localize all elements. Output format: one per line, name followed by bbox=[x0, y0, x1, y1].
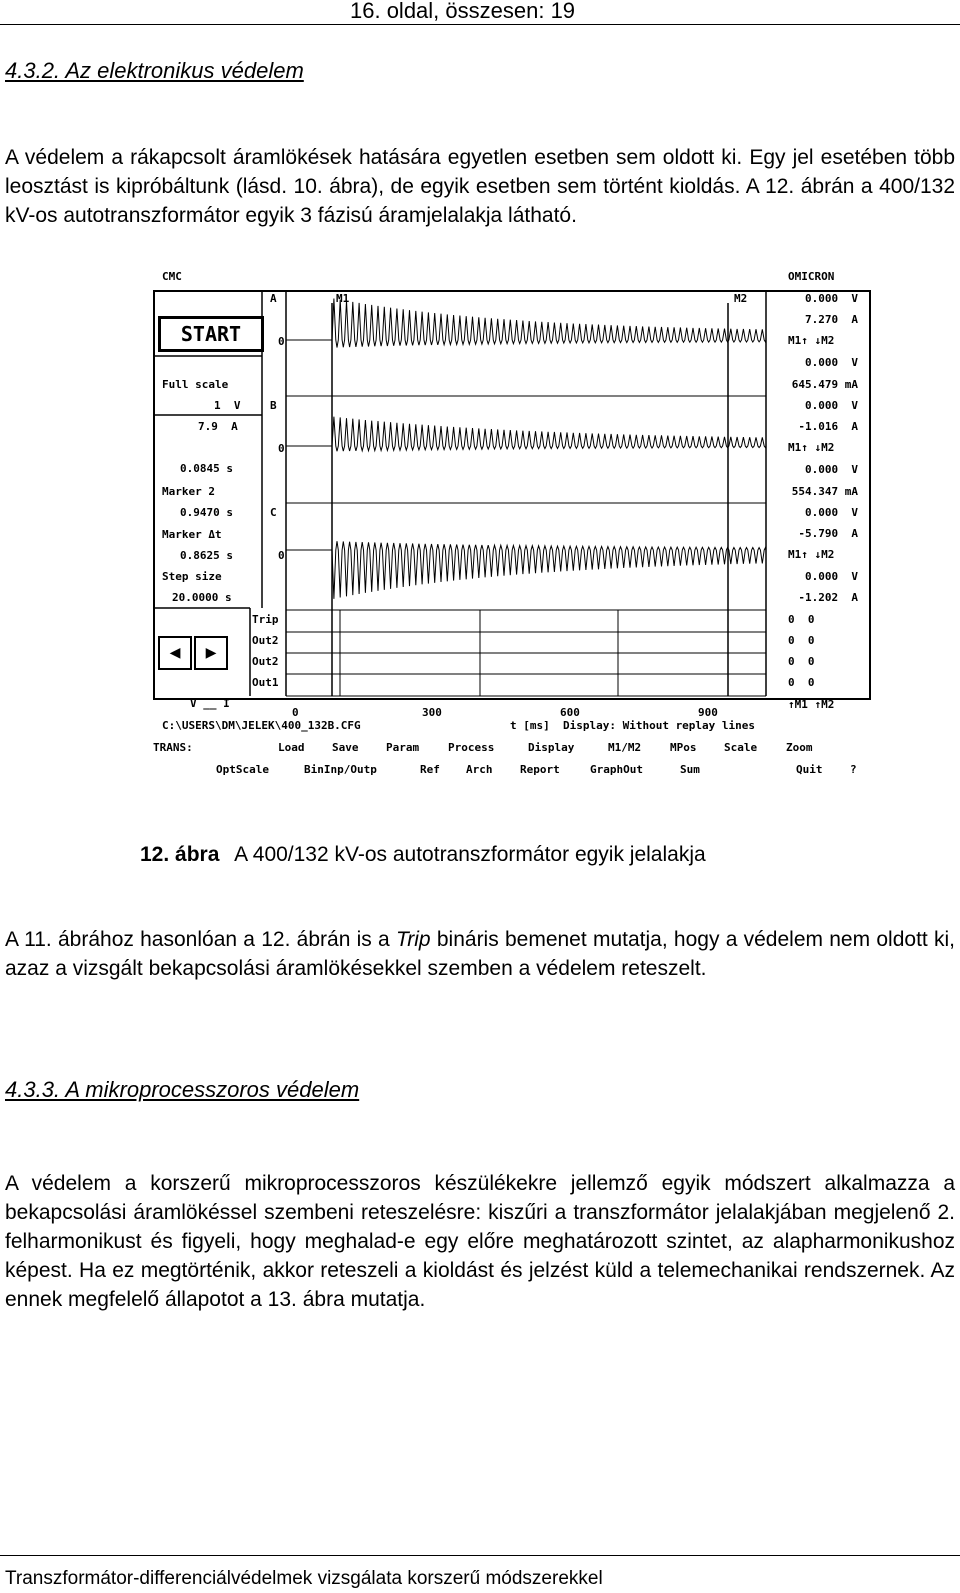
binary-out2-label: Out2 bbox=[252, 634, 279, 647]
paragraph-trip-emphasis: Trip bbox=[396, 928, 431, 951]
right-c-a2: -1.202 A bbox=[798, 591, 858, 604]
left-panel-marker1-time: 0.0845 s bbox=[180, 462, 233, 475]
page-footer: Transzformátor-differenciálvédelmek vizsgálata korszerű módszerekkel bbox=[5, 1568, 603, 1589]
waveform-a bbox=[286, 299, 766, 348]
waveform-plot bbox=[150, 268, 880, 708]
right-out2b-vals: 0 0 bbox=[788, 655, 815, 668]
binary-out2b-label: Out2 bbox=[252, 655, 279, 668]
x-tick-300: 300 bbox=[422, 706, 442, 719]
caption-text: A 400/132 kV-os autotranszformátor egyik jelalakja bbox=[234, 843, 706, 866]
left-panel-marker-delta-time: 0.8625 s bbox=[180, 549, 233, 562]
x-tick-0: 0 bbox=[292, 706, 299, 719]
header-rule bbox=[0, 24, 960, 25]
right-a-v2: 0.000 V bbox=[805, 356, 858, 369]
section-heading-electronic: 4.3.2. Az elektronikus védelem bbox=[5, 58, 304, 83]
vi-label: V __ I bbox=[190, 697, 230, 710]
channel-b-label: B bbox=[270, 399, 277, 412]
paragraph-trip-part1: A 11. ábrához hasonlóan a 12. ábrán is a bbox=[5, 928, 396, 951]
binary-trip-label: Trip bbox=[252, 613, 279, 626]
right-c-a1: -5.790 A bbox=[798, 527, 858, 540]
paragraph-trip-part2: bináris bemenet mutatja, hogy a védelem nem oldott ki, azaz a vizsgált bekapcsolási áramlökésekkel szemben a védelem reteszelt. bbox=[5, 928, 955, 980]
menu-bininp[interactable]: BinInp/Outp bbox=[304, 763, 377, 776]
menu-ref[interactable]: Ref bbox=[420, 763, 440, 776]
menu-save[interactable]: Save bbox=[332, 741, 359, 754]
right-b-v1: 0.000 V bbox=[805, 399, 858, 412]
menu-load[interactable]: Load bbox=[278, 741, 305, 754]
right-out1-vals: 0 0 bbox=[788, 676, 815, 689]
right-a-v1: 0.000 V bbox=[805, 292, 858, 305]
figure-12-screenshot bbox=[150, 268, 880, 788]
right-b-ma: 554.347 mA bbox=[791, 485, 858, 498]
footer-rule bbox=[0, 1555, 960, 1556]
menu-report[interactable]: Report bbox=[520, 763, 560, 776]
left-panel-volt-scale: 1 V bbox=[214, 399, 241, 412]
channel-c-label: C bbox=[270, 506, 277, 519]
arrow-left-icon: ◀ bbox=[169, 642, 181, 663]
menu-zoom[interactable]: Zoom bbox=[786, 741, 813, 754]
left-panel-marker2-label: Marker 2 bbox=[162, 485, 215, 498]
left-panel-marker-delta-label: Marker Δt bbox=[162, 528, 222, 541]
start-button[interactable]: START bbox=[158, 316, 264, 352]
paragraph-microprocessor: A védelem a korszerű mikroprocesszoros készülékekre jellemző egyik módszert alkalmazza a bekapcsolási áramlökéssel szembeni reteszelésre: kiszűri a transzformátor jelalakjában megjelenő 2. felharmonikust és figyeli, hogy meghalad-e egy előre meghatározott szintet, az alapharmonikushoz képest. Ha ez megtörténik, akkor reteszeli a kioldást és jelzést küld a telemechanikai rendszernek. Az ennek megfelelő állapotot a 13. ábra mutatja. bbox=[5, 1172, 955, 1311]
right-a-ma: 645.479 mA bbox=[791, 378, 858, 391]
x-tick-600: 600 bbox=[560, 706, 580, 719]
title-omicron: OMICRON bbox=[788, 270, 835, 283]
title-cmc: CMC bbox=[162, 270, 182, 283]
waveform-b bbox=[286, 417, 766, 452]
menu-m1m2[interactable]: M1/M2 bbox=[608, 741, 642, 754]
right-b-arrows: M1↑ ↓M2 bbox=[788, 441, 835, 454]
menu-display[interactable]: Display bbox=[528, 741, 575, 754]
menu-arch[interactable]: Arch bbox=[466, 763, 493, 776]
marker-arrows-bottom: ↑M1 ↑M2 bbox=[788, 698, 835, 711]
marker-m1-label: M1 bbox=[336, 292, 350, 305]
right-c-arrows: M1↑ ↓M2 bbox=[788, 548, 835, 561]
section-heading-microprocessor: 4.3.3. A mikroprocesszoros védelem bbox=[5, 1077, 360, 1102]
figure-caption bbox=[140, 843, 706, 867]
marker-m2-label: M2 bbox=[734, 292, 748, 305]
paragraph-trip bbox=[5, 925, 955, 983]
file-path: C:\USERS\DM\JELEK\400_132B.CFG bbox=[162, 719, 361, 732]
x-tick-900: 900 bbox=[698, 706, 718, 719]
right-out2-vals: 0 0 bbox=[788, 634, 815, 647]
menu-quit[interactable]: Quit bbox=[796, 763, 823, 776]
menu-help[interactable]: ? bbox=[850, 763, 857, 776]
menu-trans-label: TRANS: bbox=[153, 741, 193, 754]
menu-sum[interactable]: Sum bbox=[680, 763, 700, 776]
menu-param[interactable]: Param bbox=[386, 741, 420, 754]
right-b-a1: -1.016 A bbox=[798, 420, 858, 433]
paragraph-electronic: A védelem a rákapcsolt áramlökések hatására egyetlen esetben sem oldott ki. Egy jel esetében több leosztást is kipróbáltunk (lásd. 10. ábra), de egyik esetben sem történt kioldás. A 12. ábrán a 400/132 kV-os autotranszformátor egyik 3 fázisú áramjelalakja látható. bbox=[5, 146, 955, 227]
left-panel-step-size-label: Step size bbox=[162, 570, 222, 583]
channel-a-label: A bbox=[270, 292, 277, 305]
channel-c-zero: 0 bbox=[278, 549, 285, 562]
time-display-label: t [ms] Display: Without replay lines bbox=[510, 719, 756, 732]
arrow-right-icon: ▶ bbox=[205, 642, 217, 663]
right-c-v1: 0.000 V bbox=[805, 506, 858, 519]
menu-scale[interactable]: Scale bbox=[724, 741, 758, 754]
menu-optscale[interactable]: OptScale bbox=[216, 763, 269, 776]
left-panel-amp-scale: 7.9 A bbox=[198, 420, 238, 433]
channel-a-zero: 0 bbox=[278, 335, 285, 348]
menu-process[interactable]: Process bbox=[448, 741, 495, 754]
left-panel-step-size: 20.0000 s bbox=[172, 591, 232, 604]
menu-mpos[interactable]: MPos bbox=[670, 741, 697, 754]
right-b-v2: 0.000 V bbox=[805, 463, 858, 476]
waveform-c bbox=[286, 541, 766, 599]
menu-graphout[interactable]: GraphOut bbox=[590, 763, 643, 776]
left-panel-marker2-time: 0.9470 s bbox=[180, 506, 233, 519]
page-header: 16. oldal, összesen: 19 bbox=[350, 0, 576, 23]
caption-number: 12. ábra bbox=[140, 843, 220, 866]
right-a-arrows: M1↑ ↓M2 bbox=[788, 334, 835, 347]
binary-out1-label: Out1 bbox=[252, 676, 279, 689]
right-c-v2: 0.000 V bbox=[805, 570, 858, 583]
right-trip-vals: 0 0 bbox=[788, 613, 815, 626]
channel-b-zero: 0 bbox=[278, 442, 285, 455]
right-a-a1: 7.270 A bbox=[805, 313, 858, 326]
left-panel-full-scale: Full scale bbox=[162, 378, 229, 391]
